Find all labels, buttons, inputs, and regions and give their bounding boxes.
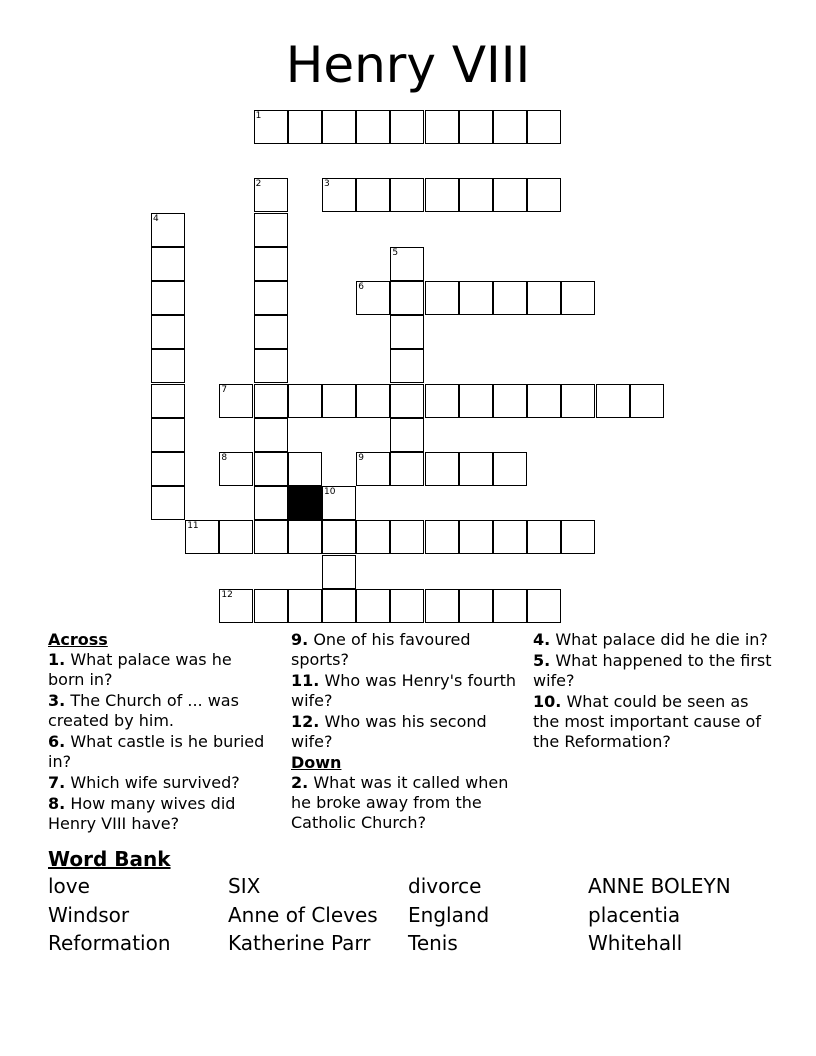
grid-cell[interactable] — [219, 589, 253, 623]
clue-item-text: Who was his second wife? — [291, 712, 487, 751]
grid-cell[interactable] — [561, 281, 595, 315]
grid-cell[interactable] — [356, 110, 390, 144]
clue-item-number: 12. — [291, 712, 320, 731]
clue-item — [48, 773, 273, 793]
grid-cell[interactable] — [459, 452, 493, 486]
puzzle-title: Henry VIII — [285, 36, 531, 94]
word-bank-item: placentia — [588, 902, 681, 927]
clue-item-text: Which wife survived? — [70, 773, 240, 792]
clue-number: 6 — [358, 282, 364, 292]
grid-cell[interactable] — [322, 520, 356, 554]
clue-number: 9 — [358, 453, 364, 463]
clue-number: 1 — [255, 111, 262, 121]
clues-column-3 — [533, 630, 773, 753]
grid-cell[interactable] — [254, 418, 288, 452]
grid-cell[interactable] — [356, 281, 390, 315]
word-bank-item: love — [48, 874, 90, 898]
clue-item-number: 4. — [533, 630, 551, 649]
grid-cell[interactable] — [185, 520, 219, 554]
clue-number: 12 — [221, 589, 233, 600]
word-bank-item: Katherine Parr — [228, 931, 371, 955]
grid-cell[interactable] — [493, 520, 527, 554]
grid-cell[interactable] — [151, 349, 185, 383]
grid-cell[interactable] — [390, 281, 424, 315]
grid-cell[interactable] — [356, 384, 390, 418]
grid-cell[interactable] — [527, 281, 561, 315]
grid-cell[interactable] — [356, 589, 390, 623]
grid-cell[interactable] — [288, 589, 322, 623]
grid-cell[interactable] — [561, 384, 595, 418]
clue-number: 4 — [153, 213, 159, 224]
grid-cell[interactable] — [322, 555, 356, 589]
grid-cell[interactable] — [151, 452, 185, 486]
grid-cell[interactable] — [390, 110, 424, 144]
word-bank-item: Anne of Cleves — [228, 902, 378, 927]
grid-cell[interactable] — [254, 452, 288, 486]
grid-cell[interactable] — [459, 178, 493, 212]
grid-cell[interactable] — [630, 384, 664, 418]
word-bank-item: Reformation — [48, 931, 171, 955]
grid-cell[interactable] — [254, 281, 288, 315]
grid-cell[interactable] — [151, 247, 185, 281]
grid-cell[interactable] — [425, 384, 459, 418]
grid-cell[interactable] — [254, 486, 288, 520]
clue-item — [48, 732, 273, 772]
grid-cell[interactable] — [390, 589, 424, 623]
grid-cell[interactable] — [493, 589, 527, 623]
word-bank-item: SIX — [228, 874, 261, 898]
grid-cell[interactable] — [254, 384, 288, 418]
clues-column-2 — [291, 630, 526, 834]
clue-item-text: Who was Henry's fourth wife? — [291, 671, 517, 710]
grid-cell[interactable] — [459, 110, 493, 144]
grid-cell[interactable] — [390, 178, 424, 212]
grid-cell[interactable] — [254, 110, 288, 144]
grid-cell[interactable] — [425, 452, 459, 486]
down-heading: Down — [291, 753, 342, 772]
clue-item-number: 9. — [291, 630, 309, 649]
grid-cell[interactable] — [390, 418, 424, 452]
word-bank-item: Tenis — [408, 931, 458, 955]
across-heading: Across — [48, 630, 108, 649]
grid-cell[interactable] — [390, 349, 424, 383]
clue-item — [291, 773, 526, 833]
grid-cell[interactable] — [254, 247, 288, 281]
grid-cell[interactable] — [596, 384, 630, 418]
grid-cell[interactable] — [459, 384, 493, 418]
grid-cell[interactable] — [425, 178, 459, 212]
clue-item — [48, 650, 273, 690]
grid-cell[interactable] — [459, 281, 493, 315]
clue-item-text: One of his favoured sports? — [291, 630, 471, 669]
grid-cell[interactable] — [390, 384, 424, 418]
grid-cell[interactable] — [151, 281, 185, 315]
clue-item-number: 7. — [48, 773, 66, 792]
grid-cell[interactable] — [322, 110, 356, 144]
word-bank-item: ANNE BOLEYN — [588, 874, 731, 898]
grid-cell[interactable] — [425, 281, 459, 315]
grid-cell[interactable] — [288, 520, 322, 554]
clue-number: 8 — [221, 453, 228, 463]
clue-item — [533, 651, 773, 691]
grid-cell[interactable] — [288, 384, 322, 418]
black-cell — [288, 486, 322, 520]
clue-item-number: 3. — [48, 691, 66, 710]
clue-item-number: 6. — [48, 732, 66, 751]
grid-cell[interactable] — [527, 589, 561, 623]
clue-number: 7 — [221, 384, 228, 395]
grid-cell[interactable] — [254, 349, 288, 383]
grid-cell[interactable] — [425, 520, 459, 554]
clue-item-text: What could be seen as the most important cause of the Reformation? — [533, 692, 761, 751]
grid-cell[interactable] — [151, 213, 185, 247]
word-bank-item: divorce — [408, 874, 482, 898]
grid-cell[interactable] — [219, 452, 253, 486]
clue-item — [48, 794, 273, 834]
grid-cell[interactable] — [219, 384, 253, 418]
clue-item-number: 2. — [291, 773, 309, 792]
grid-cell[interactable] — [356, 178, 390, 212]
grid-cell[interactable] — [390, 520, 424, 554]
clue-item-number: 1. — [48, 650, 66, 669]
word-bank-title: Word Bank — [48, 847, 171, 871]
grid-cell[interactable] — [254, 213, 288, 247]
grid-cell[interactable] — [288, 110, 322, 144]
grid-cell[interactable] — [151, 315, 185, 349]
grid-cell[interactable] — [459, 589, 493, 623]
grid-cell[interactable] — [493, 178, 527, 212]
clue-item-text: What palace was he born in? — [48, 650, 232, 689]
grid-cell[interactable] — [151, 486, 185, 520]
grid-cell[interactable] — [322, 384, 356, 418]
grid-cell[interactable] — [322, 589, 356, 623]
grid-cell[interactable] — [219, 520, 253, 554]
clue-item — [291, 712, 526, 752]
grid-cell[interactable] — [151, 384, 185, 418]
grid-cell[interactable] — [390, 452, 424, 486]
clue-number: 5 — [392, 247, 399, 258]
clue-number: 3 — [324, 179, 330, 190]
grid-cell[interactable] — [356, 452, 390, 486]
grid-cell[interactable] — [254, 520, 288, 554]
clue-item-number: 11. — [291, 671, 320, 690]
word-bank-item: Whitehall — [588, 931, 683, 955]
grid-cell[interactable] — [151, 418, 185, 452]
grid-cell[interactable] — [527, 520, 561, 554]
clue-item-text: The Church of ... was created by him. — [48, 691, 239, 730]
grid-cell[interactable] — [527, 384, 561, 418]
grid-cell[interactable] — [527, 110, 561, 144]
grid-cell[interactable] — [356, 520, 390, 554]
clue-item — [48, 691, 273, 731]
clue-item-number: 5. — [533, 651, 551, 670]
clue-number: 2 — [255, 179, 262, 190]
clue-item-text: What was it called when he broke away from the Catholic Church? — [291, 773, 509, 832]
clue-item-number: 10. — [533, 692, 562, 711]
grid-cell[interactable] — [425, 110, 459, 144]
grid-cell[interactable] — [527, 178, 561, 212]
clue-item-text: How many wives did Henry VIII have? — [48, 794, 236, 833]
grid-cell[interactable] — [254, 315, 288, 349]
clue-item — [291, 630, 526, 670]
grid-cell[interactable] — [493, 384, 527, 418]
clues-column-1 — [48, 630, 273, 835]
grid-cell[interactable] — [425, 589, 459, 623]
word-bank-item: Windsor — [48, 902, 130, 927]
grid-cell[interactable] — [493, 110, 527, 144]
clue-number: 10 — [324, 487, 336, 498]
clue-item — [291, 671, 526, 711]
grid-cell[interactable] — [254, 589, 288, 623]
word-bank — [48, 872, 808, 958]
grid-cell[interactable] — [390, 315, 424, 349]
clue-item-text: What castle is he buried in? — [48, 732, 265, 771]
word-bank-item: England — [408, 902, 490, 927]
grid-cell[interactable] — [254, 178, 288, 212]
grid-cell[interactable] — [390, 247, 424, 281]
clue-item-text: What palace did he die in? — [555, 630, 768, 649]
grid-cell[interactable] — [561, 520, 595, 554]
clue-item — [533, 692, 773, 752]
grid-cell[interactable] — [322, 178, 356, 212]
clue-item-number: 8. — [48, 794, 66, 813]
grid-cell[interactable] — [322, 486, 356, 520]
clue-number: 11 — [187, 521, 199, 532]
grid-cell[interactable] — [288, 452, 322, 486]
clue-item-text: What happened to the first wife? — [533, 651, 772, 690]
clue-item — [533, 630, 773, 650]
grid-cell[interactable] — [493, 452, 527, 486]
grid-cell[interactable] — [459, 520, 493, 554]
grid-cell[interactable] — [493, 281, 527, 315]
